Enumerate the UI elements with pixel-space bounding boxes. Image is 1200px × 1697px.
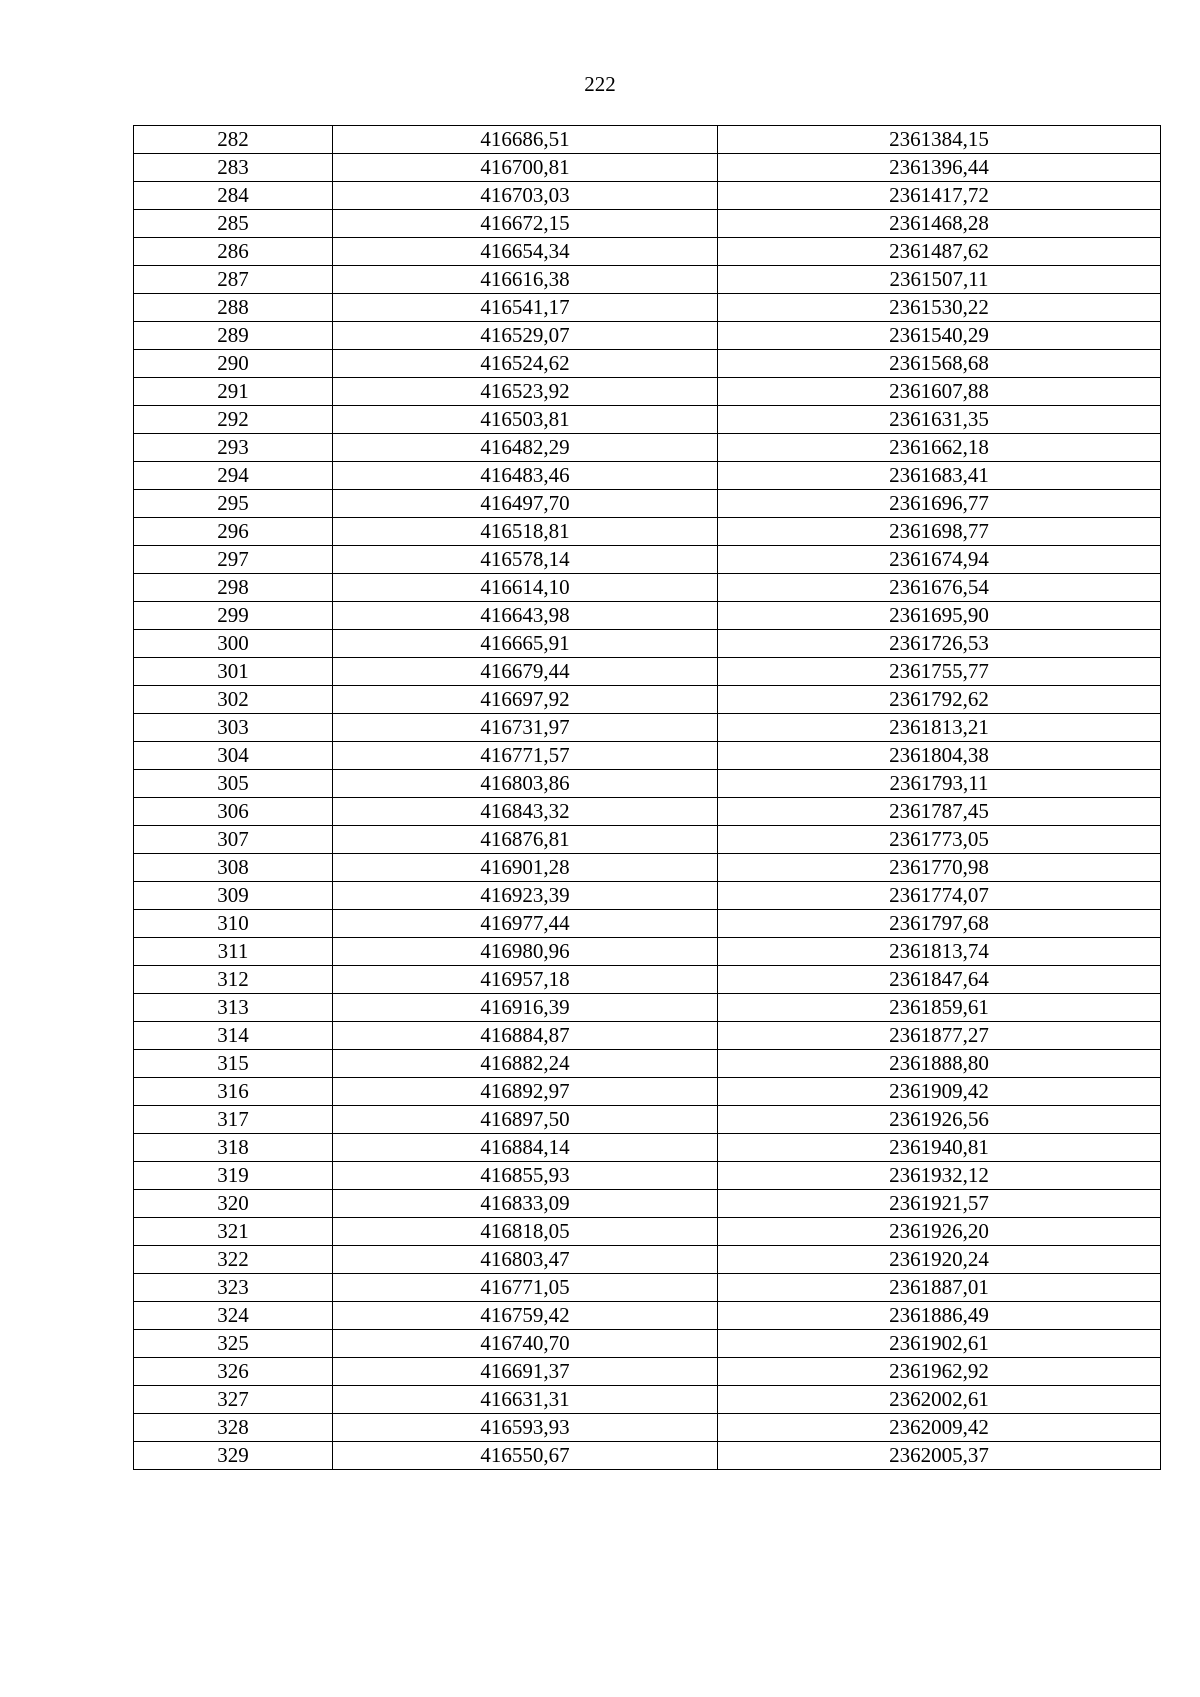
y-coordinate-cell: 2361755,77 [718,658,1161,686]
y-coordinate-cell: 2361797,68 [718,910,1161,938]
point-number-cell: 289 [134,322,333,350]
table-row [134,434,1161,462]
table-row [134,910,1161,938]
y-coordinate-cell: 2361384,15 [718,126,1161,154]
x-coordinate-cell: 416740,70 [333,1330,718,1358]
point-number-cell: 284 [134,182,333,210]
x-coordinate-cell: 416616,38 [333,266,718,294]
y-coordinate-cell: 2361926,56 [718,1106,1161,1134]
y-coordinate-cell: 2361787,45 [718,798,1161,826]
y-coordinate-cell: 2361662,18 [718,434,1161,462]
x-coordinate-cell: 416818,05 [333,1218,718,1246]
point-number-cell: 316 [134,1078,333,1106]
y-coordinate-cell: 2361631,35 [718,406,1161,434]
coordinates-table [133,125,1161,1470]
y-coordinate-cell: 2361813,21 [718,714,1161,742]
point-number-cell: 286 [134,238,333,266]
table-row [134,1414,1161,1442]
point-number-cell: 288 [134,294,333,322]
y-coordinate-cell: 2361887,01 [718,1274,1161,1302]
y-coordinate-cell: 2361909,42 [718,1078,1161,1106]
x-coordinate-cell: 416686,51 [333,126,718,154]
point-number-cell: 282 [134,126,333,154]
y-coordinate-cell: 2361962,92 [718,1358,1161,1386]
point-number-cell: 313 [134,994,333,1022]
point-number-cell: 298 [134,574,333,602]
x-coordinate-cell: 416833,09 [333,1190,718,1218]
y-coordinate-cell: 2361773,05 [718,826,1161,854]
y-coordinate-cell: 2361859,61 [718,994,1161,1022]
x-coordinate-cell: 416892,97 [333,1078,718,1106]
table-row [134,1442,1161,1470]
y-coordinate-cell: 2361792,62 [718,686,1161,714]
y-coordinate-cell: 2361847,64 [718,966,1161,994]
y-coordinate-cell: 2361507,11 [718,266,1161,294]
x-coordinate-cell: 416884,14 [333,1134,718,1162]
point-number-cell: 301 [134,658,333,686]
x-coordinate-cell: 416631,31 [333,1386,718,1414]
point-number-cell: 300 [134,630,333,658]
point-number-cell: 292 [134,406,333,434]
y-coordinate-cell: 2361793,11 [718,770,1161,798]
table-row [134,1330,1161,1358]
point-number-cell: 299 [134,602,333,630]
point-number-cell: 325 [134,1330,333,1358]
coordinates-table-body [134,126,1161,1470]
point-number-cell: 306 [134,798,333,826]
y-coordinate-cell: 2362005,37 [718,1442,1161,1470]
y-coordinate-cell: 2361417,72 [718,182,1161,210]
x-coordinate-cell: 416977,44 [333,910,718,938]
point-number-cell: 303 [134,714,333,742]
table-row [134,350,1161,378]
table-row [134,686,1161,714]
x-coordinate-cell: 416518,81 [333,518,718,546]
x-coordinate-cell: 416643,98 [333,602,718,630]
x-coordinate-cell: 416700,81 [333,154,718,182]
y-coordinate-cell: 2361940,81 [718,1134,1161,1162]
y-coordinate-cell: 2361468,28 [718,210,1161,238]
table-row [134,1078,1161,1106]
x-coordinate-cell: 416703,03 [333,182,718,210]
table-row [134,994,1161,1022]
point-number-cell: 290 [134,350,333,378]
table-row [134,1302,1161,1330]
table-row [134,1274,1161,1302]
y-coordinate-cell: 2361932,12 [718,1162,1161,1190]
point-number-cell: 296 [134,518,333,546]
table-row [134,1162,1161,1190]
y-coordinate-cell: 2361886,49 [718,1302,1161,1330]
x-coordinate-cell: 416593,93 [333,1414,718,1442]
table-row [134,1358,1161,1386]
y-coordinate-cell: 2361487,62 [718,238,1161,266]
point-number-cell: 304 [134,742,333,770]
y-coordinate-cell: 2361607,88 [718,378,1161,406]
point-number-cell: 287 [134,266,333,294]
point-number-cell: 310 [134,910,333,938]
y-coordinate-cell: 2362002,61 [718,1386,1161,1414]
x-coordinate-cell: 416803,86 [333,770,718,798]
y-coordinate-cell: 2361726,53 [718,630,1161,658]
y-coordinate-cell: 2361695,90 [718,602,1161,630]
x-coordinate-cell: 416843,32 [333,798,718,826]
table-row [134,742,1161,770]
y-coordinate-cell: 2361877,27 [718,1022,1161,1050]
point-number-cell: 323 [134,1274,333,1302]
y-coordinate-cell: 2361540,29 [718,322,1161,350]
x-coordinate-cell: 416771,57 [333,742,718,770]
y-coordinate-cell: 2361683,41 [718,462,1161,490]
point-number-cell: 302 [134,686,333,714]
point-number-cell: 311 [134,938,333,966]
x-coordinate-cell: 416897,50 [333,1106,718,1134]
table-row [134,1218,1161,1246]
table-row [134,966,1161,994]
y-coordinate-cell: 2361920,24 [718,1246,1161,1274]
point-number-cell: 283 [134,154,333,182]
table-row [134,126,1161,154]
table-row [134,322,1161,350]
table-row [134,490,1161,518]
point-number-cell: 314 [134,1022,333,1050]
x-coordinate-cell: 416884,87 [333,1022,718,1050]
y-coordinate-cell: 2361396,44 [718,154,1161,182]
y-coordinate-cell: 2361921,57 [718,1190,1161,1218]
table-row [134,1050,1161,1078]
y-coordinate-cell: 2361926,20 [718,1218,1161,1246]
point-number-cell: 308 [134,854,333,882]
x-coordinate-cell: 416957,18 [333,966,718,994]
table-row [134,182,1161,210]
y-coordinate-cell: 2361696,77 [718,490,1161,518]
table-row [134,462,1161,490]
x-coordinate-cell: 416876,81 [333,826,718,854]
table-row [134,266,1161,294]
x-coordinate-cell: 416916,39 [333,994,718,1022]
y-coordinate-cell: 2361774,07 [718,882,1161,910]
x-coordinate-cell: 416731,97 [333,714,718,742]
table-row [134,1190,1161,1218]
x-coordinate-cell: 416672,15 [333,210,718,238]
point-number-cell: 295 [134,490,333,518]
x-coordinate-cell: 416759,42 [333,1302,718,1330]
y-coordinate-cell: 2361813,74 [718,938,1161,966]
x-coordinate-cell: 416523,92 [333,378,718,406]
point-number-cell: 319 [134,1162,333,1190]
x-coordinate-cell: 416771,05 [333,1274,718,1302]
table-row [134,714,1161,742]
point-number-cell: 320 [134,1190,333,1218]
point-number-cell: 312 [134,966,333,994]
y-coordinate-cell: 2361804,38 [718,742,1161,770]
table-row [134,1106,1161,1134]
y-coordinate-cell: 2361902,61 [718,1330,1161,1358]
point-number-cell: 328 [134,1414,333,1442]
table-row [134,854,1161,882]
x-coordinate-cell: 416923,39 [333,882,718,910]
point-number-cell: 285 [134,210,333,238]
table-row [134,1246,1161,1274]
x-coordinate-cell: 416541,17 [333,294,718,322]
x-coordinate-cell: 416503,81 [333,406,718,434]
table-row [134,658,1161,686]
point-number-cell: 326 [134,1358,333,1386]
y-coordinate-cell: 2361676,54 [718,574,1161,602]
point-number-cell: 309 [134,882,333,910]
y-coordinate-cell: 2361674,94 [718,546,1161,574]
point-number-cell: 324 [134,1302,333,1330]
y-coordinate-cell: 2361698,77 [718,518,1161,546]
point-number-cell: 294 [134,462,333,490]
table-row [134,1386,1161,1414]
x-coordinate-cell: 416691,37 [333,1358,718,1386]
point-number-cell: 322 [134,1246,333,1274]
table-row [134,1134,1161,1162]
table-row [134,1022,1161,1050]
table-row [134,294,1161,322]
point-number-cell: 317 [134,1106,333,1134]
x-coordinate-cell: 416855,93 [333,1162,718,1190]
x-coordinate-cell: 416665,91 [333,630,718,658]
table-row [134,238,1161,266]
table-row [134,630,1161,658]
point-number-cell: 329 [134,1442,333,1470]
x-coordinate-cell: 416497,70 [333,490,718,518]
point-number-cell: 307 [134,826,333,854]
table-row [134,574,1161,602]
y-coordinate-cell: 2361568,68 [718,350,1161,378]
table-row [134,602,1161,630]
table-row [134,518,1161,546]
point-number-cell: 305 [134,770,333,798]
y-coordinate-cell: 2361888,80 [718,1050,1161,1078]
table-row [134,798,1161,826]
x-coordinate-cell: 416550,67 [333,1442,718,1470]
x-coordinate-cell: 416679,44 [333,658,718,686]
point-number-cell: 297 [134,546,333,574]
x-coordinate-cell: 416882,24 [333,1050,718,1078]
table-row [134,826,1161,854]
x-coordinate-cell: 416614,10 [333,574,718,602]
page-number: 222 [584,72,616,96]
x-coordinate-cell: 416980,96 [333,938,718,966]
table-row [134,154,1161,182]
y-coordinate-cell: 2361770,98 [718,854,1161,882]
table-row [134,938,1161,966]
table-row [134,378,1161,406]
table-row [134,882,1161,910]
point-number-cell: 315 [134,1050,333,1078]
point-number-cell: 291 [134,378,333,406]
x-coordinate-cell: 416483,46 [333,462,718,490]
x-coordinate-cell: 416901,28 [333,854,718,882]
table-row [134,770,1161,798]
x-coordinate-cell: 416524,62 [333,350,718,378]
y-coordinate-cell: 2361530,22 [718,294,1161,322]
x-coordinate-cell: 416803,47 [333,1246,718,1274]
x-coordinate-cell: 416482,29 [333,434,718,462]
x-coordinate-cell: 416529,07 [333,322,718,350]
point-number-cell: 321 [134,1218,333,1246]
point-number-cell: 293 [134,434,333,462]
x-coordinate-cell: 416697,92 [333,686,718,714]
x-coordinate-cell: 416578,14 [333,546,718,574]
point-number-cell: 318 [134,1134,333,1162]
y-coordinate-cell: 2362009,42 [718,1414,1161,1442]
table-row [134,546,1161,574]
table-row [134,406,1161,434]
table-row [134,210,1161,238]
x-coordinate-cell: 416654,34 [333,238,718,266]
point-number-cell: 327 [134,1386,333,1414]
